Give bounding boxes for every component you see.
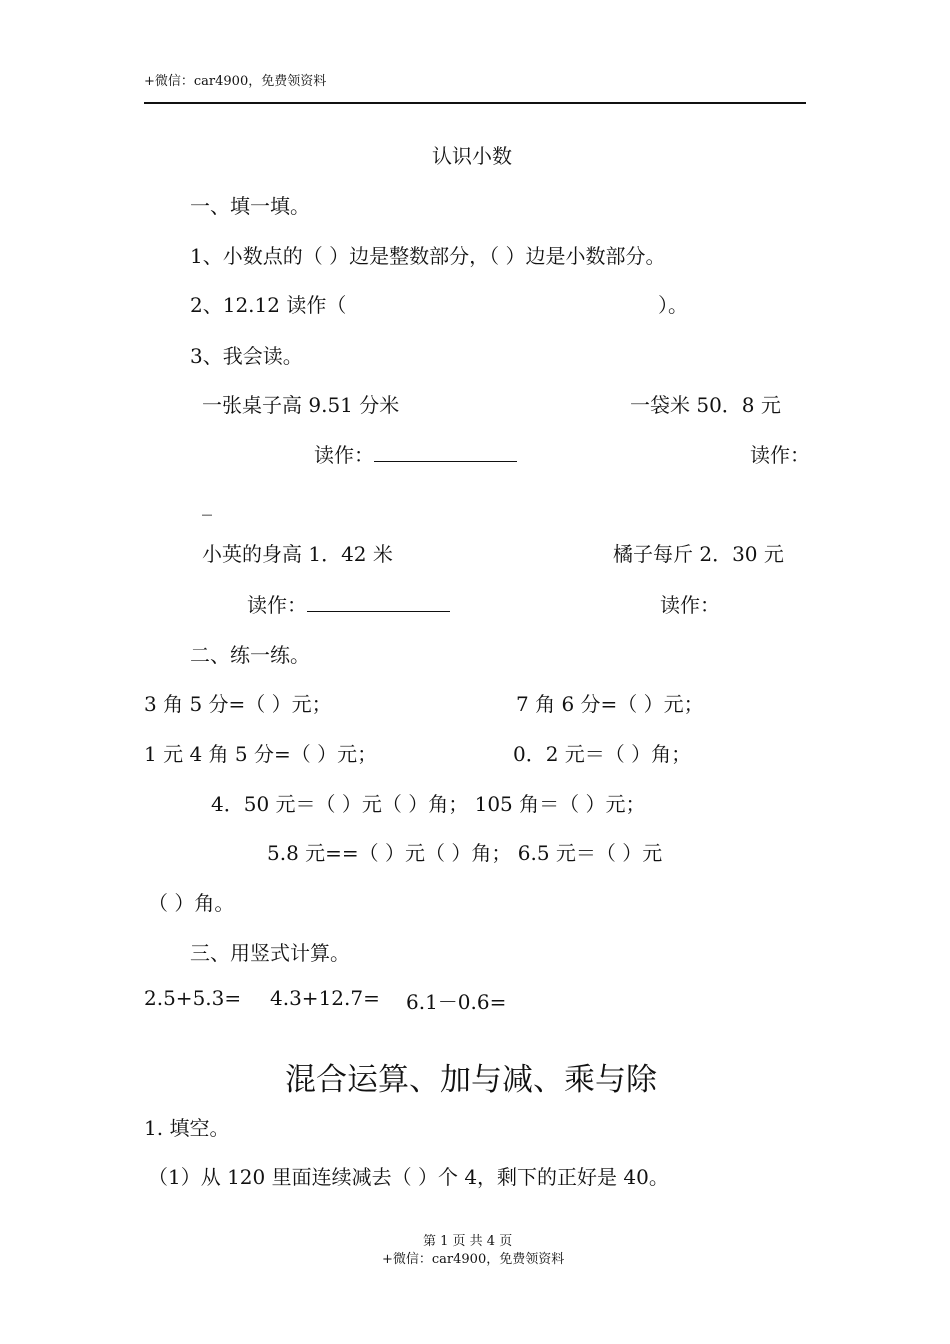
section1-heading: 一、填一填。 (190, 194, 310, 218)
exercise-row5: （ ）角。 (148, 891, 235, 915)
calc-expression-2: 4.3+12.7= (270, 986, 380, 1010)
page-number: 第 1 页 共 4 页 (423, 1234, 513, 1249)
section2-heading: 二、练一练。 (190, 643, 310, 667)
read-label-c (247, 589, 450, 618)
read-label-d: 读作： (660, 593, 720, 617)
answer-blank[interactable] (307, 593, 450, 612)
question-3: 3、我会读。 (190, 344, 303, 368)
page-title: 认识小数 (432, 144, 512, 168)
question-2-suffix: ）。 (658, 293, 688, 317)
calc-expression-1: 2.5+5.3= (144, 986, 242, 1010)
read-label-b: 读作： (750, 443, 810, 467)
exercise-row2-b: 0．2 元＝（ ）角； (513, 742, 692, 766)
question-1: 1、小数点的（ ）边是整数部分，（ ）边是小数部分。 (190, 244, 666, 268)
exercise-row2-a: 1 元 4 角 5 分=（ ）元； (144, 742, 378, 766)
header-rule (144, 102, 806, 104)
footer-text: +微信：car4900，免费领资料 (382, 1252, 565, 1267)
section4-question-1-1: （1）从 120 里面连续减去（ ）个 4，剩下的正好是 40。 (148, 1165, 669, 1189)
read-label-text: 读作： (247, 593, 307, 617)
section4-question-1: 1. 填空。 (144, 1116, 230, 1140)
read-label-text: 读作： (314, 443, 374, 467)
read-label-a (314, 439, 517, 468)
read-item-d: 橘子每斤 2．30 元 (613, 542, 784, 566)
exercise-row3: 4．50 元＝（ ）元（ ）角； 105 角＝（ ）元； (211, 792, 646, 816)
read-item-c: 小英的身高 1．42 米 (202, 542, 393, 566)
header-text: +微信：car4900，免费领资料 (144, 74, 327, 89)
exercise-row4: 5.8 元==（ ）元（ ）角； 6.5 元＝（ ）元 (267, 841, 663, 865)
exercise-row1-a: 3 角 5 分=（ ）元； (144, 692, 332, 716)
read-item-b: 一袋米 50．8 元 (630, 393, 781, 417)
dash-mark: _ (202, 492, 212, 516)
read-item-a: 一张桌子高 9.51 分米 (202, 393, 400, 417)
exercise-row1-b: 7 角 6 分=（ ）元； (516, 692, 704, 716)
calc-expression-3: 6.1－0.6= (406, 990, 507, 1014)
section3-heading: 三、用竖式计算。 (190, 941, 350, 965)
section4-title: 混合运算、加与减、乘与除 (285, 1062, 657, 1098)
answer-blank[interactable] (374, 443, 517, 462)
question-2-prefix: 2、12.12 读作（ (190, 293, 347, 317)
